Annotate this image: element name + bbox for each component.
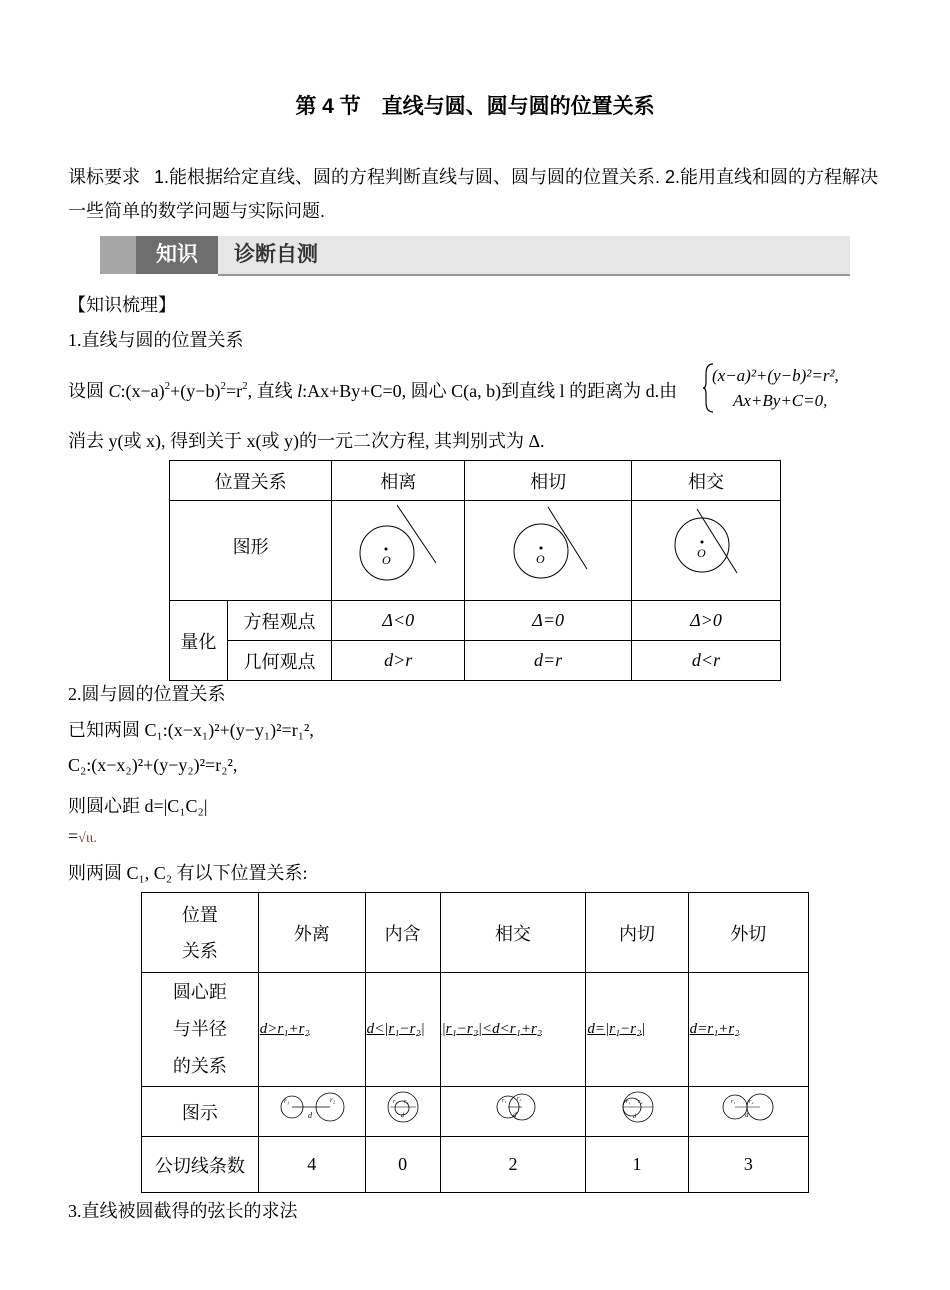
intersecting-circles-figure <box>468 1089 558 1129</box>
table-header-cell: 外切 <box>688 893 808 973</box>
table-cell: Δ>0 <box>632 601 781 641</box>
svg-text:d: d <box>632 1114 636 1120</box>
svg-text:d: d <box>512 1111 517 1119</box>
s1-heading: 1.直线与圆的位置关系 <box>68 330 244 350</box>
table-header-cell: 位置 关系 <box>142 893 259 973</box>
table-cell: d>r₁+r₂ <box>258 973 365 1087</box>
row-label: 方程观点 <box>227 601 331 641</box>
table-header-cell: 内切 <box>586 893 688 973</box>
table-row <box>170 461 781 501</box>
external-circles-figure <box>262 1089 362 1129</box>
svg-text:O: O <box>536 552 545 566</box>
external-tangent-figure <box>703 1089 793 1129</box>
svg-text:r₁: r₁ <box>283 1097 289 1105</box>
circle-line-intersect-figure <box>633 501 779 595</box>
contained-circles-figure <box>368 1089 438 1129</box>
table-header-cell: 相离 <box>332 461 465 501</box>
system-equation-1: (x−a)²+(y−b)²=r², <box>712 366 839 385</box>
figure-intersect <box>632 501 781 601</box>
fig-external-tangent <box>688 1087 808 1137</box>
row-label: 图示 <box>142 1087 259 1137</box>
requirement-label: 课标要求 <box>68 167 140 187</box>
internal-tangent-figure <box>602 1089 672 1129</box>
s2-distance-formula: =√ιι. <box>68 826 97 846</box>
table-header-cell: 相交 <box>440 893 586 973</box>
table-cell: Δ=0 <box>465 601 632 641</box>
svg-text:r₁: r₁ <box>392 1099 398 1105</box>
table-cell: 4 <box>258 1137 365 1193</box>
table-cell: d=r <box>465 641 632 681</box>
svg-text:O: O <box>382 553 391 567</box>
banner-light-label: 诊断自测 <box>234 243 318 266</box>
s2-distance: 则圆心距 d=|C₁C₂| <box>68 796 208 816</box>
table-cell: d<r <box>632 641 781 681</box>
table-cell: d=r₁+r₂ <box>688 973 808 1087</box>
table-cell: |r₁−r₂|<d<r₁+r₂ <box>440 973 586 1087</box>
table-header-cell: 内含 <box>365 893 440 973</box>
table-row <box>142 893 809 973</box>
row-label: 圆心距 与半径 的关系 <box>142 973 259 1087</box>
row-label: 几何观点 <box>227 641 331 681</box>
table-header-cell: 位置关系 <box>170 461 332 501</box>
svg-text:r₂: r₂ <box>329 1096 335 1104</box>
requirement-text: 1.能根据给定直线、圆的方程判断直线与圆、圆与圆的位置关系. 2.能用直线和圆的方程解决一些简单的数学问题与实际问题. <box>68 167 879 221</box>
page-title: 第 4 节 直线与圆、圆与圆的位置关系 <box>295 95 655 118</box>
s2-circle2: C₂:(x−x₂)²+(y−y₂)²=r₂², <box>68 755 238 775</box>
svg-text:d: d <box>400 1113 404 1119</box>
svg-text:r₂: r₂ <box>516 1096 522 1102</box>
s1-intro: 设圆 $C:(x-a)^2+(y-b)^2=r^2$, 直线 l:Ax+By+C=0, 圆心 C(a, b)到直线 l 的距离为 d.由 <box>68 380 678 401</box>
table-row <box>170 641 781 681</box>
table-cell: d>r <box>332 641 465 681</box>
figure-tangent <box>465 501 632 601</box>
table-row <box>170 501 781 601</box>
table-row <box>170 601 781 641</box>
curriculum-requirement <box>68 160 883 228</box>
table-cell: 1 <box>586 1137 688 1193</box>
banner-light-block <box>218 236 850 276</box>
circle-line-tangent-figure <box>468 501 628 595</box>
table-header-cell: 相切 <box>465 461 632 501</box>
svg-text:r₁: r₁ <box>731 1099 736 1105</box>
table-row <box>142 1087 809 1137</box>
svg-text:r₂: r₂ <box>749 1099 754 1105</box>
figure-label: 图形 <box>170 501 332 601</box>
fig-intersect <box>440 1087 586 1137</box>
fig-contain <box>365 1087 440 1137</box>
circle-line-separate-figure <box>333 501 463 595</box>
table-cell: 2 <box>440 1137 586 1193</box>
fig-internal-tangent <box>586 1087 688 1137</box>
svg-text:r₂: r₂ <box>403 1099 409 1105</box>
banner-stripe <box>100 236 136 274</box>
row-label: 公切线条数 <box>142 1137 259 1193</box>
svg-text:r₂: r₂ <box>637 1099 643 1105</box>
s2-relations: 则两圆 C₁, C₂ 有以下位置关系: <box>68 863 308 883</box>
s2-circle1: 已知两圆 C₁:(x−x₁)²+(y−y₁)²=r₁², <box>68 720 314 740</box>
banner-dark-label: 知识 <box>136 236 218 274</box>
circle-circle-table <box>141 892 809 1193</box>
svg-text:r₁: r₁ <box>625 1099 631 1105</box>
line-circle-table <box>169 460 781 681</box>
figure-separate <box>332 501 465 601</box>
section-heading: 【知识梳理】 <box>68 295 176 315</box>
s1-eliminate: 消去 y(或 x), 得到关于 x(或 y)的一元二次方程, 其判别式为 Δ. <box>68 431 545 451</box>
s2-heading: 2.圆与圆的位置关系 <box>68 684 226 704</box>
svg-text:O: O <box>697 546 706 560</box>
fig-external <box>258 1087 365 1137</box>
table-header-cell: 外离 <box>258 893 365 973</box>
s3-heading: 3.直线被圆截得的弦长的求法 <box>68 1201 298 1221</box>
table-cell: d=|r₁−r₂| <box>586 973 688 1087</box>
table-cell: Δ<0 <box>332 601 465 641</box>
table-cell: d<|r₁−r₂| <box>365 973 440 1087</box>
table-cell: 3 <box>688 1137 808 1193</box>
section-banner <box>100 236 850 276</box>
system-equation-2: Ax+By+C=0, <box>733 391 828 410</box>
table-header-cell: 相交 <box>632 461 781 501</box>
broken-formula: √ιι. <box>78 831 97 846</box>
svg-text:r₁: r₁ <box>501 1098 507 1104</box>
svg-text:d: d <box>307 1111 312 1120</box>
svg-text:d: d <box>745 1111 749 1119</box>
table-row <box>142 1137 809 1193</box>
quant-label: 量化 <box>170 601 228 681</box>
table-cell: 0 <box>365 1137 440 1193</box>
table-row <box>142 973 809 1087</box>
